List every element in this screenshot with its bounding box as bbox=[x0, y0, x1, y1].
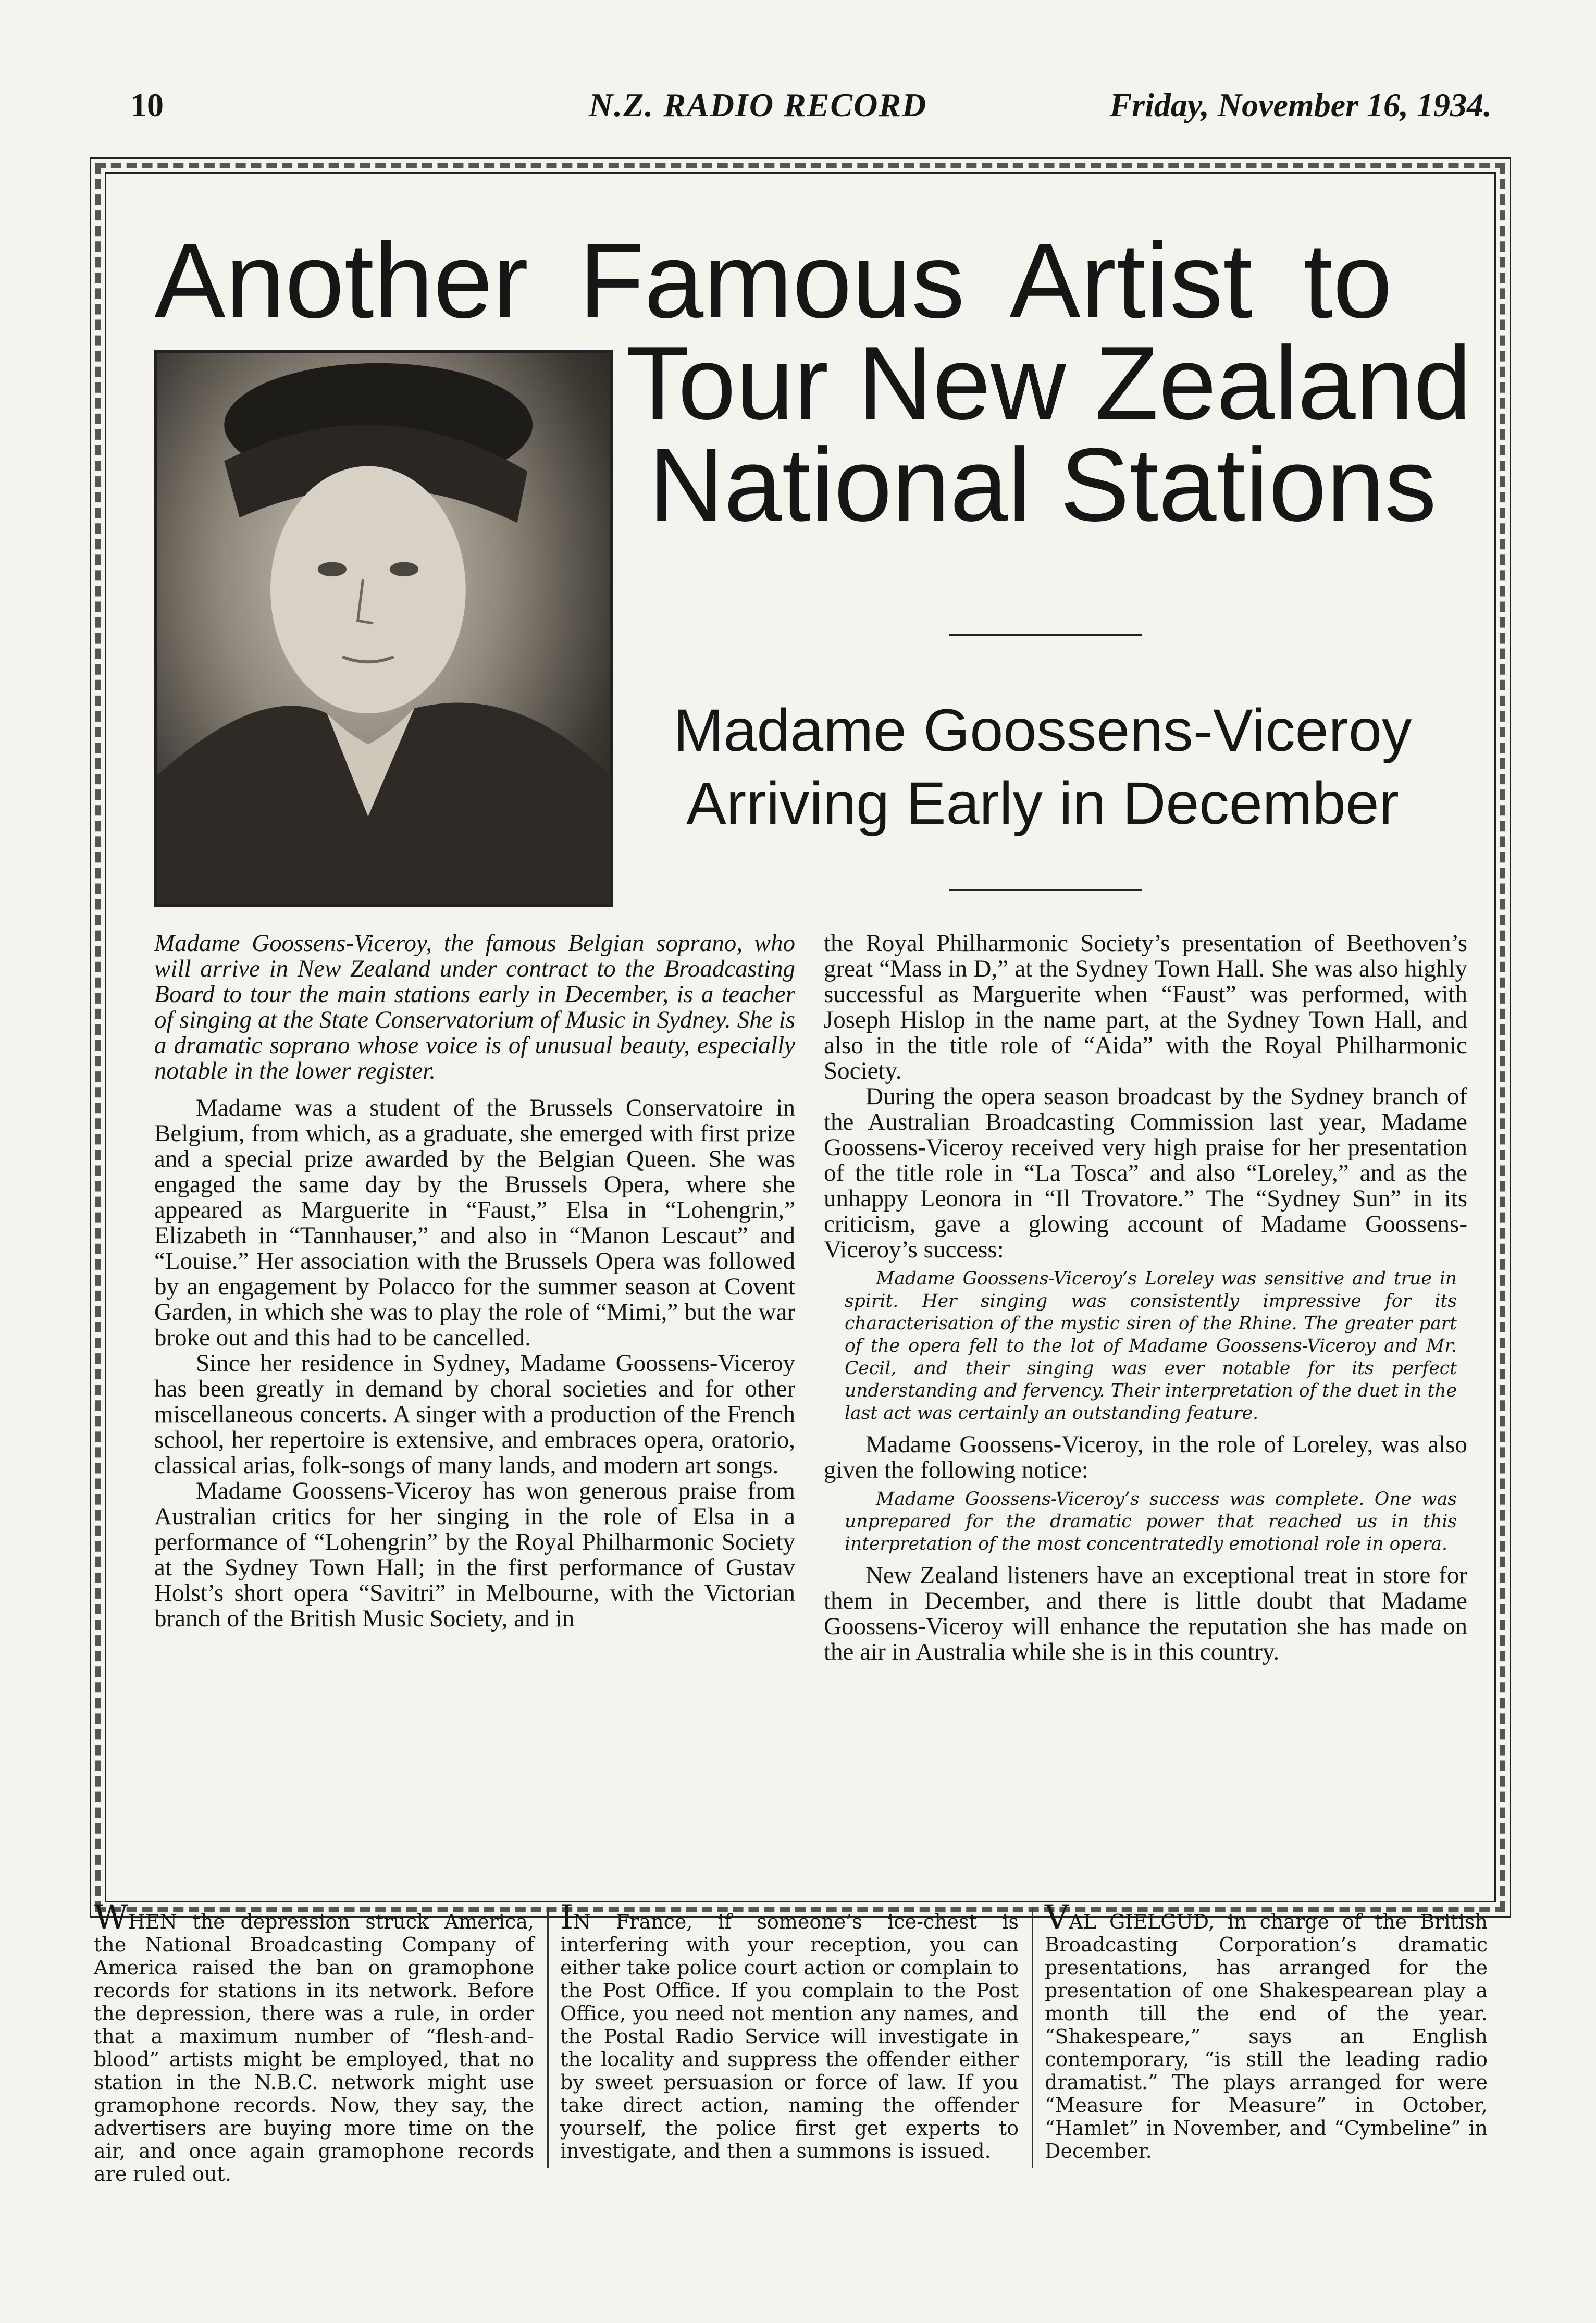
article-paragraph: New Zealand listeners have an exceptional treat in store for them in December, and there is little doubt that Madame Goossens-Viceroy will enhance the reputation she has made on the air in Australia while she is in this country. bbox=[824, 1562, 1467, 1665]
page-number: 10 bbox=[130, 87, 164, 123]
left-column bbox=[154, 931, 795, 1632]
headline-line-2: Tour New Zealand bbox=[626, 325, 1472, 441]
right-column bbox=[824, 931, 1467, 1665]
brief-text: N France, if someone’s ice-chest is interfering with your reception, you can either take police court action or complain to the Post Office. If you complain to the Post Office, you need not mention any names, and the Postal Radio Service will investigate in the locality and suppress the offender either by sweet persuasion or force of law. If you take direct action, naming the offender yourself, the police first get experts to investigate, and then a summons is issued. bbox=[560, 1910, 1019, 2163]
article-paragraph: During the opera season broadcast by the Sydney branch of the Australian Broadcasting Commission last year, Madame Goossens-Viceroy received very high praise for her presentation of the title role in “La Tosca” and also “Loreley,” and as the unhappy Leonora in “Il Trovatore.” The “Sydney Sun” in its criticism, gave a glowing account of Madame Goossens-Viceroy’s success: bbox=[824, 1083, 1467, 1263]
subheadline-divider bbox=[949, 889, 1142, 891]
article-paragraph: Since her residence in Sydney, Madame Goossens-Viceroy has been greatly in demand by choral societies and for other miscellaneous concerts. A singer with a production of the French school, her repertoire is extensive, and embraces opera, oratorio, classical arias, folk-songs of many lands, and modern art songs. bbox=[154, 1350, 795, 1479]
brief-text: HEN the depression struck America, the National Broadcasting Company of America raised the ban on gramophone records for stations in its network. Before the depression, there was a rule, in order that a maximum number of “flesh-and-blood” artists might be employed, that no station in the N.B.C. network might use gramophone records. Now, they say, the advertisers are buying more time on the air, and once again gramophone records are ruled out. bbox=[94, 1910, 534, 2185]
press-quote: Madame Goossens-Viceroy’s Loreley was sensitive and true in spirit. Her singing was consistently impressive for its characterisation of the mystic siren of the Rhine. The greater part of the opera fell to the lot of Madame Goossens-Viceroy and Mr. Cecil, and their singing was ever notable for its perfect understanding and fervency. Their interpretation of the duet in the last act was certainly an outstanding feature. bbox=[845, 1268, 1457, 1424]
feature-frame bbox=[91, 159, 1510, 1916]
issue-date: Friday, November 16, 1934. bbox=[1109, 87, 1492, 123]
portrait-illustration bbox=[157, 353, 610, 904]
article-paragraph: Madame Goossens-Viceroy has won generous praise from Australian critics for her singing in the role of Elsa in a performance of “Lohengrin” by the Royal Philharmonic Society at the Sydney Town Hall; in the first performance of Gustav Holst’s short opera “Savitri” in Melbourne, with the Victorian branch of the British Music Society, and in bbox=[154, 1477, 795, 1632]
article-paragraph: Madame was a student of the Brussels Conservatoire in Belgium, from which, as a graduate, she emerged with first prize and a special prize awarded by the Belgian Queen. She was engaged the same day by the Brussels Opera, where she appeared as Marguerite in “Faust,” Elsa in “Lohengrin,” Elizabeth in “Tannhauser,” and also in “Manon Lescaut” and “Louise.” Her association with the Brussels Opera was followed by an engagement by Polacco for the summer season at Covent Garden, in which she was to play the role of “Mimi,” but the war broke out and this had to be cancelled. bbox=[154, 1094, 795, 1351]
publication-title: N.Z. RADIO RECORD bbox=[589, 87, 927, 123]
press-quote: Madame Goossens-Viceroy’s success was complete. One was unprepared for the dramatic power that reached us in this interpretation of the most concentratedly emotional role in opera. bbox=[845, 1489, 1457, 1554]
headline-divider bbox=[949, 634, 1142, 636]
subheadline-line-1: Madame Goossens-Viceroy bbox=[673, 697, 1412, 764]
drop-initial: W bbox=[94, 1898, 128, 1937]
subheadline-line-2: Arriving Early in December bbox=[686, 770, 1399, 837]
portrait-photo bbox=[154, 350, 613, 907]
column-divider bbox=[1032, 1907, 1033, 2168]
article-paragraph: the Royal Philharmonic Society’s presentation of Beethoven’s great “Mass in D,” at the Sydney Town Hall. She was also highly successful as Marguerite when “Faust” was performed, with Joseph Hislop in the name part, at the Sydney Town Hall, and also in the title role of “Aida” with the Royal Philharmonic Society. bbox=[824, 930, 1467, 1084]
drop-initial: V bbox=[1045, 1898, 1069, 1937]
headline-line-1: Another Famous Artist to bbox=[154, 221, 1393, 340]
article-paragraph: Madame Goossens-Viceroy, in the role of Loreley, was also given the following notice: bbox=[824, 1431, 1467, 1484]
photo-caption: Madame Goossens-Viceroy, the famous Belgian soprano, who will arrive in New Zealand under contract to the Broadcasting Board to tour the main stations early in December, is a teacher of singing at the State Conservatorium of Music in Sydney. She is a dramatic soprano whose voice is of unusual beauty, especially notable in the lower register. bbox=[154, 930, 795, 1084]
headline-line-3: National Stations bbox=[648, 427, 1437, 543]
page-header bbox=[130, 86, 1492, 133]
news-brief bbox=[1045, 1898, 1488, 2163]
drop-initial: I bbox=[560, 1898, 574, 1937]
brief-text: AL GIELGUD, in charge of the British Broadcasting Corporation’s dramatic presentations, has arranged for the presentation of one Shakespearean play a month till the end of the year. “Shakespeare,” says an English contemporary, “is still the leading radio dramatist.” The plays arranged for were “Measure for Measure” in October, “Hamlet” in November, and “Cymbeline” in December. bbox=[1045, 1910, 1488, 2163]
column-divider bbox=[547, 1907, 549, 2168]
news-brief bbox=[94, 1898, 534, 2185]
news-brief bbox=[560, 1898, 1019, 2163]
